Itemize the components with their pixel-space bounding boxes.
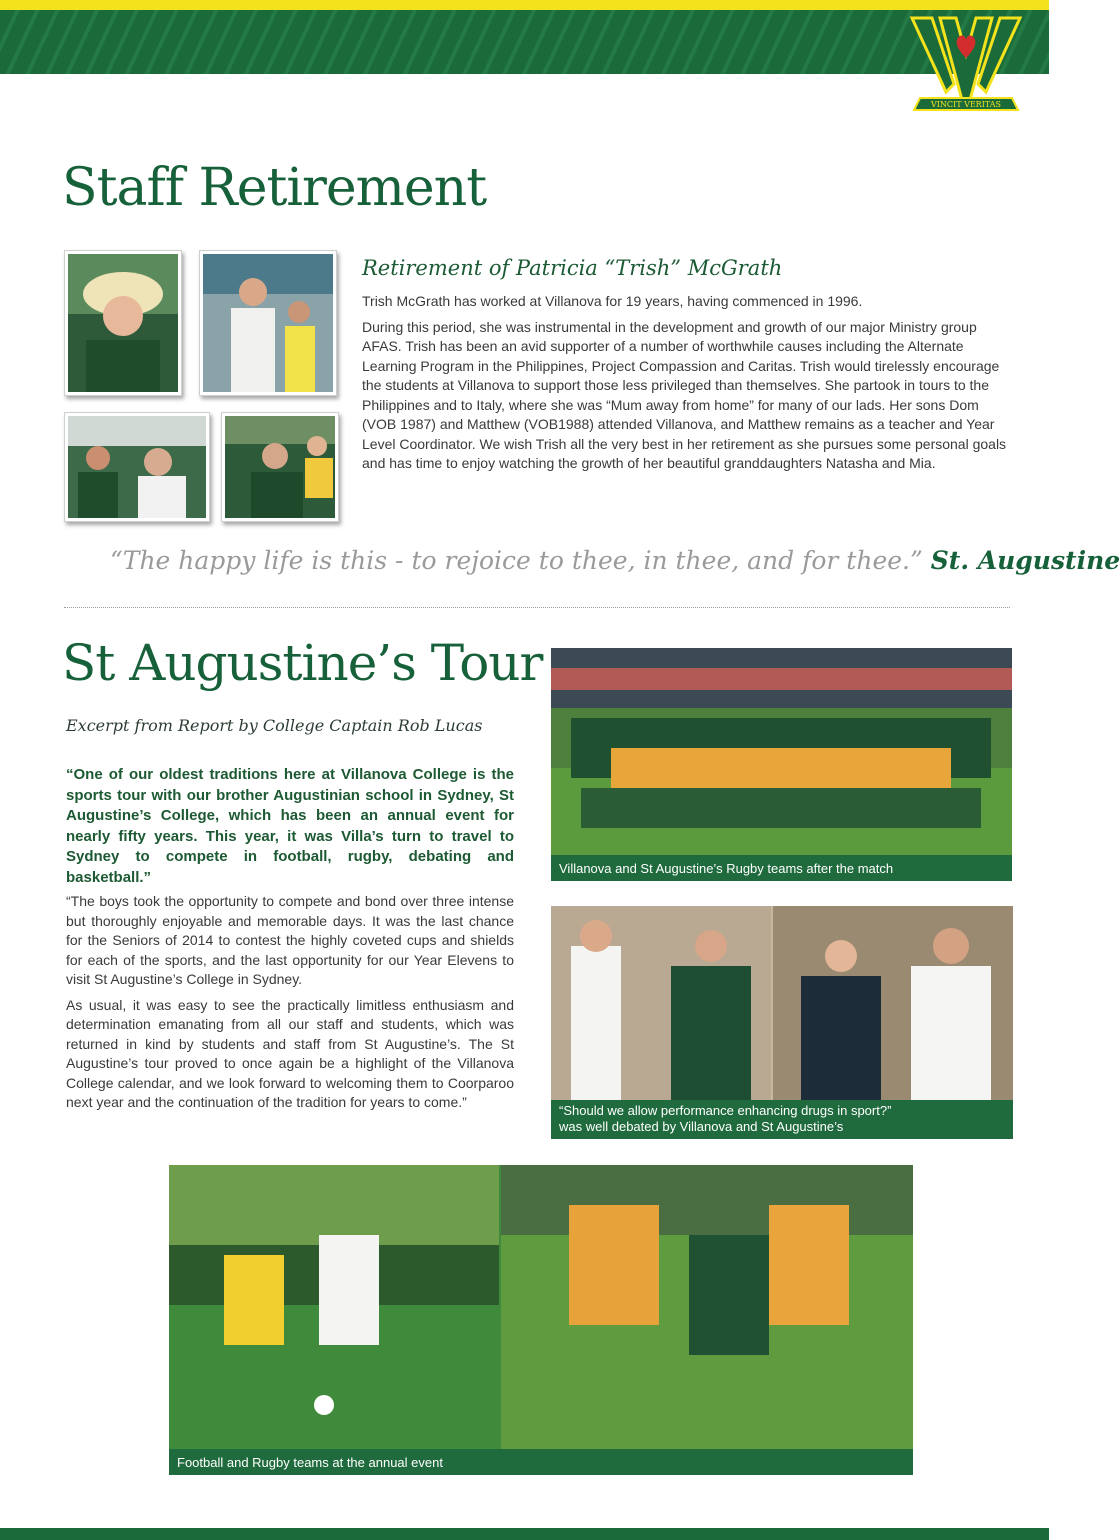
section-divider (64, 607, 1010, 608)
staff-retirement-title: Staff Retirement (62, 158, 487, 218)
photo-trish-hat (64, 250, 182, 396)
quote-author: St. Augustine (930, 546, 1120, 575)
figure-sports (169, 1165, 913, 1475)
tour-paragraph: As usual, it was easy to see the practically limitless enthusiasm and determination emanating from all our staff and students, which was returned in kind by students and staff from St Augustine’s. The St Augustine’s tour proved to once again be a highlight of the Villanova College calendar, and we look forward to welcoming them to Coorparoo next year and the continuation of the tradition for years to come.” (66, 996, 514, 1110)
retirement-body (362, 292, 1008, 480)
retirement-subtitle: Retirement of Patricia “Trish” McGrath (362, 256, 783, 280)
footer-green-band (0, 1528, 1049, 1540)
tour-body (66, 892, 514, 1119)
header-green-band (0, 10, 1049, 74)
caption-sports: Football and Rugby teams at the annual event (177, 1455, 443, 1470)
photo-trish-with-children (64, 412, 210, 522)
caption-debate: “Should we allow performance enhancing drugs in sport?” was well debated by Villanova and St Augustine’s (559, 1103, 892, 1134)
figure-rugby-teams (551, 648, 1012, 881)
header-yellow-stripe (0, 0, 1049, 10)
tour-paragraph: “The boys took the opportunity to compete and bond over three intense but thoroughly enjoyable and memorable days. It was the last chance for the Seniors of 2014 to contest the highly coveted cups and shields for each of the sports, and the last opportunity for our Year Elevens to visit St Augustine’s College in Sydney. (66, 893, 514, 987)
photo-rugby-teams (551, 648, 1012, 855)
tour-lead-paragraph: “One of our oldest traditions here at Villanova College is the sports tour with our brother Augustinian school in Sydney, St Augustine’s College, which has been an annual event for nearly fifty years. This year, it was Villa’s turn to travel to Sydney to compete in football, rugby, debating and basketball.” (66, 766, 514, 886)
photo-debate (551, 906, 1013, 1100)
photo-sports (169, 1165, 913, 1449)
tour-subtitle: Excerpt from Report by College Captain Rob Lucas (66, 716, 483, 735)
quote-text: “The happy life is this - to rejoice to thee, in thee, and for thee.” (110, 546, 923, 575)
tour-title: St Augustine’s Tour (62, 634, 543, 692)
photo-trish-with-student (199, 250, 337, 396)
retirement-paragraph: During this period, she was instrumental in the development and growth of our major Ministry group AFAS. Trish has been an avid supporter of a number of worthwhile causes including the Alternate Learning Program in the Philippines, Project Compassion and Caritas. Trish would tirelessly encourage the students at Villanova to support those less privileged than themselves. She partook in tours to the Philippines and to Italy, where she was “Mum away from home” for many of our lads. Her sons Dom (VOB 1987) and Matthew (VOB1988) attended Villanova, and Matthew remains as a teacher and Year Level Coordinator. We wish Trish all the very best in her retirement as she pursues some personal goals and has time to enjoy watching the growth of her beautiful granddaughters Natasha and Mia. (362, 318, 1007, 471)
svg-text:VINCIT VERITAS: VINCIT VERITAS (930, 100, 1002, 109)
college-crest-logo (906, 14, 1026, 124)
caption-rugby-teams: Villanova and St Augustine’s Rugby teams after the match (559, 861, 894, 876)
figure-debate (551, 906, 1013, 1139)
augustine-quote (110, 546, 1120, 575)
photo-trish-with-students-cheering (221, 412, 339, 522)
retirement-paragraph: Trish McGrath has worked at Villanova for 19 years, having commenced in 1996. (362, 293, 863, 309)
